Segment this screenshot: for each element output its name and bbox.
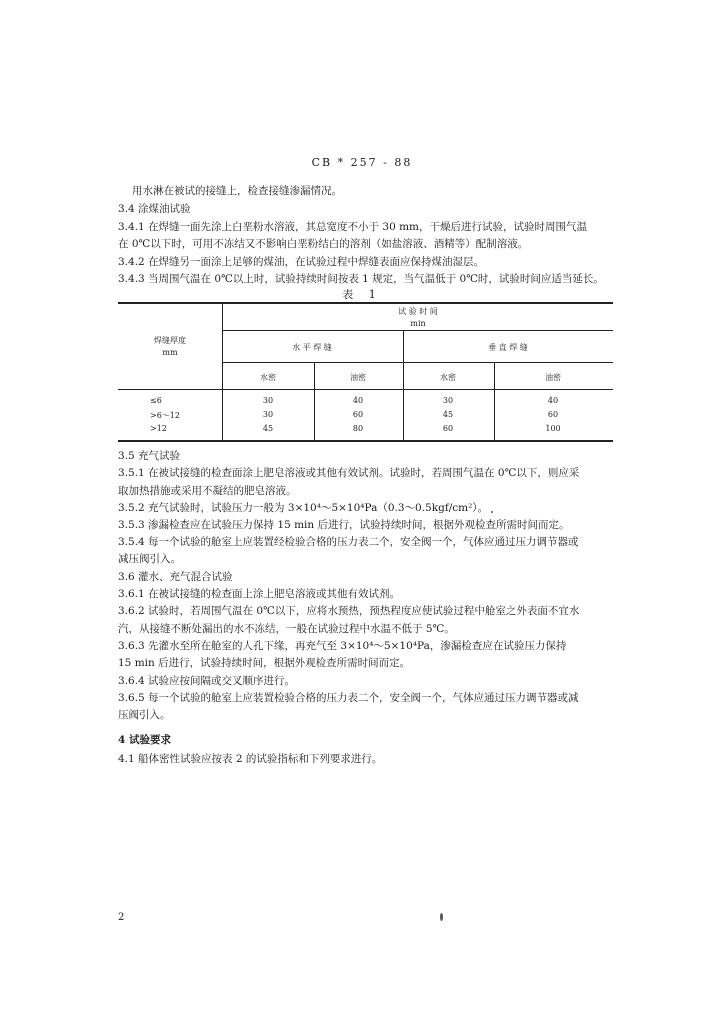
page-number: 2: [118, 912, 125, 923]
column-group-header: 试 验 时 间: [398, 307, 438, 316]
text-line: 3.5.2 充气试验时，试验压力一般为 3×10⁴～5×10⁴Pa（0.3～0.5kgf/cm²）。: [118, 502, 489, 514]
subcol-header: 水密: [440, 373, 456, 382]
text-line: 3.5.4 每一个试验的舱室上应装置经检验合格的压力表二个，安全阀一个，气体应通过压力调节器或: [118, 536, 579, 548]
text-line: 3.4.1 在焊缝一面先涂上白垩粉水溶液，其总宽度不小于 30 mm，干燥后进行试验，试验时周围气温: [118, 221, 588, 233]
text-line: 3.6.2 试验时，若周围气温在 0℃以下，应将水预热，预热程度应使试验过程中舱室之外表面不宜水: [118, 605, 580, 617]
section-heading: 3.6 灌水、充气混合试验: [118, 571, 233, 583]
data-table: [118, 302, 613, 441]
page-header: CB * 257 - 88: [311, 156, 413, 169]
table-cell: 80: [352, 424, 364, 433]
text-line: 在 0℃以下时，可用不冻结又不影响白垩粉结白的溶剂（如盐溶液、酒精等）配制溶液。: [118, 238, 529, 250]
table-cell: 60: [352, 410, 364, 419]
table-cell: 100: [545, 424, 561, 433]
text-line: 3.5.1 在被试接缝的检查面涂上肥皂溶液或其他有效试剂。试验时，若周围气温在 0℃以下，则应采: [118, 467, 580, 479]
subcol-header: 水密: [260, 373, 276, 382]
table-cell: 30: [262, 410, 274, 419]
table-cell: 60: [547, 410, 559, 419]
scan-speck: [491, 511, 493, 513]
text-line: 3.6.5 每一个试验的舱室上应装置检验合格的压力表二个，安全阀一个，气体应通过压力调节器或减: [118, 692, 579, 704]
text-line: 汽，从接缝不断处漏出的水不冻结，一般在试验过程中水温不低于 5℃。: [118, 623, 455, 635]
row-thickness: >12: [150, 424, 167, 433]
text-line: 3.4.2 在焊缝另一面涂上足够的煤油，在试验过程中焊缝表面应保持煤油湿层。: [118, 256, 485, 268]
table-cell: 30: [442, 396, 454, 405]
text-line: 3.4.3 当周围气温在 0℃以上时，试验持续时间按表 1 规定，当气温低于 0℃时，试验时间应适当延长。: [118, 273, 604, 285]
table-cell: 45: [262, 424, 274, 433]
table-caption: 表 1: [342, 288, 382, 301]
text-line: 用水淋在被试的接缝上，检查接缝渗漏情况。: [132, 185, 342, 197]
table-cell: 30: [262, 396, 274, 405]
subcol-header: 油密: [350, 373, 366, 382]
text-line: 取加热措施或采用不凝结的肥皂溶液。: [118, 485, 297, 497]
row-thickness: >6～12: [150, 411, 180, 420]
unit-label: min: [410, 319, 426, 328]
table-cell: 45: [442, 410, 454, 419]
text-line: 4.1 船体密性试验应按表 2 的试验指标和下列要求进行。: [118, 753, 383, 765]
text-line: 3.5.3 渗漏检查应在试验压力保持 15 min 后进行，试验持续时间，根据外观检查所需时间而定。: [118, 519, 570, 531]
text-line: 3.6.3 先灌水至所在舱室的人孔下缘，再充气至 3×10⁴～5×10⁴Pa，渗漏检查应在试验压力保持: [118, 640, 567, 652]
row-header: 焊缝厚度: [154, 336, 186, 345]
section-4-heading: 4 试验要求: [118, 734, 171, 746]
scan-speck: [440, 913, 443, 921]
row-header-unit: mm: [162, 348, 178, 357]
text-line: 压阀引入。: [118, 709, 171, 721]
subgroup-horizontal: 水 平 焊 缝: [292, 343, 332, 352]
text-line: 15 min 后进行，试验持续时间，根据外观检查所需时间而定。: [118, 657, 411, 669]
section-heading: 3.4 涂煤油试验: [118, 203, 191, 215]
text-line: 3.6.4 试验应按间隔或交叉顺序进行。: [118, 675, 296, 687]
subgroup-vertical: 垂 直 焊 缝: [488, 343, 528, 352]
subcol-header: 油密: [545, 373, 561, 382]
section-heading: 3.5 充气试验: [118, 450, 181, 462]
table-cell: 60: [442, 424, 454, 433]
row-thickness: ≤6: [150, 396, 162, 405]
text-line: 减压阀引入。: [118, 553, 181, 565]
text-line: 3.6.1 在被试接缝的检查面上涂上肥皂溶液或其他有效试剂。: [118, 588, 401, 600]
table-cell: 40: [547, 396, 559, 405]
table-cell: 40: [352, 396, 364, 405]
